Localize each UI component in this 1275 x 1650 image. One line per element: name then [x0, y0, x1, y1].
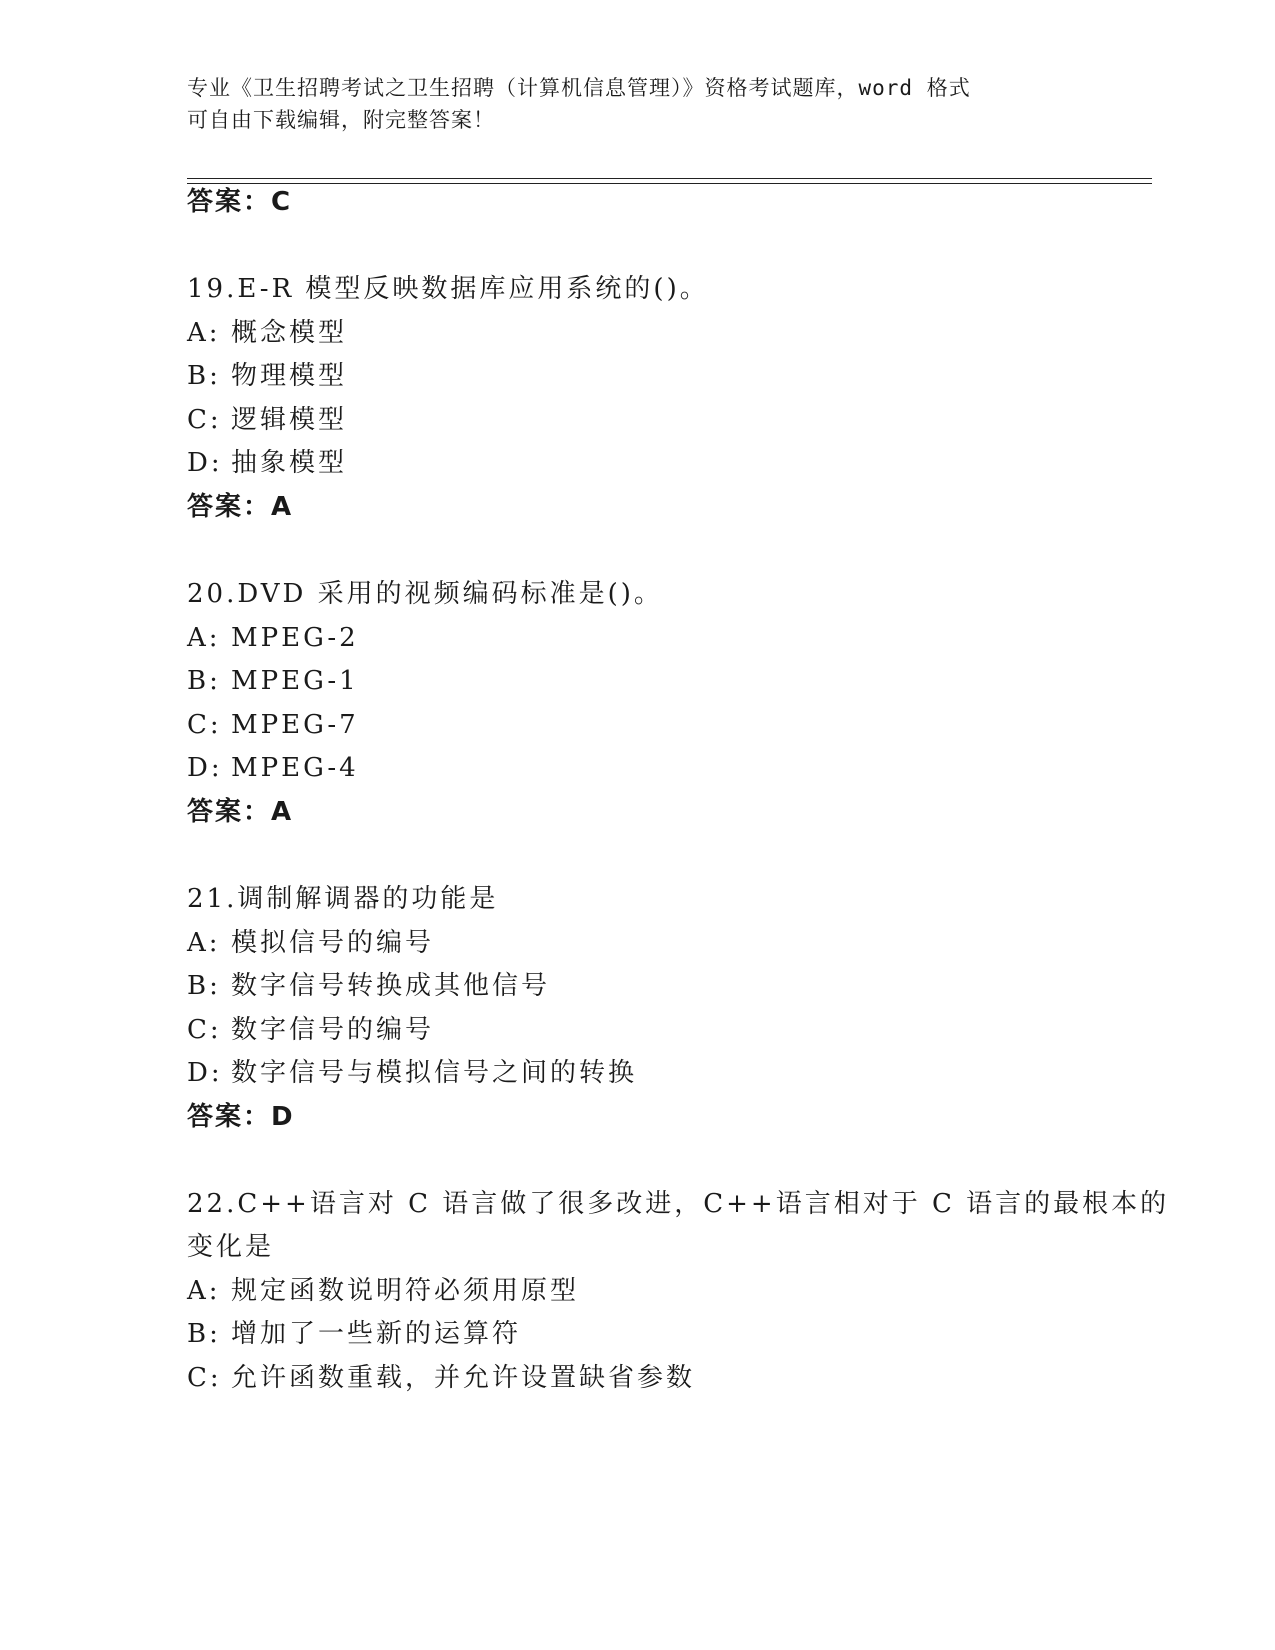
option-text: MPEG-2 [231, 623, 359, 653]
header-line-2: 可自由下载编辑，附完整答案！ [187, 108, 495, 132]
option-key: A: [187, 623, 221, 653]
option-d [187, 752, 359, 784]
option-key: C: [187, 1015, 222, 1045]
header-divider-top [187, 178, 1152, 179]
option-key: C: [187, 405, 222, 435]
option-text: MPEG-7 [231, 710, 359, 740]
previous-answer: 答案：C [187, 187, 293, 217]
question-stem: 22.C++语言对 C 语言做了很多改进，C++语言相对于 C 语言的最根本的 [187, 1189, 1170, 1219]
option-c [187, 404, 347, 436]
option-key: C: [187, 1363, 222, 1393]
option-text: 增加了一些新的运算符 [231, 1319, 522, 1349]
option-text: 数字信号的编号 [231, 1015, 435, 1045]
question-stem: 19.E-R 模型反映数据库应用系统的()。 [187, 274, 709, 304]
option-d [187, 1057, 637, 1089]
option-a [187, 317, 347, 349]
option-text: 规定函数说明符必须用原型 [231, 1276, 580, 1306]
header-line-1: 专业《卫生招聘考试之卫生招聘（计算机信息管理）》资格考试题库，word 格式 [187, 76, 971, 100]
question-stem-continued: 变化是 [187, 1232, 275, 1262]
option-text: 允许函数重载，并允许设置缺省参数 [231, 1363, 696, 1393]
option-text: 数字信号与模拟信号之间的转换 [231, 1058, 638, 1088]
option-key: B: [187, 1319, 221, 1349]
option-text: 数字信号转换成其他信号 [231, 971, 551, 1001]
option-key: B: [187, 361, 221, 391]
option-d [187, 447, 347, 479]
question-answer: 答案：A [187, 797, 294, 827]
question-answer: 答案：A [187, 492, 294, 522]
option-text: 物理模型 [231, 361, 348, 391]
option-b [187, 970, 550, 1002]
option-text: MPEG-4 [231, 753, 359, 783]
option-c [187, 1362, 695, 1394]
option-key: A: [187, 1276, 221, 1306]
option-key: D: [187, 448, 223, 478]
option-text: 逻辑模型 [231, 405, 348, 435]
option-key: A: [187, 318, 221, 348]
option-text: 模拟信号的编号 [231, 928, 435, 958]
option-text: 概念模型 [231, 318, 348, 348]
question-stem: 20.DVD 采用的视频编码标准是()。 [187, 579, 663, 609]
option-a [187, 927, 434, 959]
option-key: B: [187, 971, 221, 1001]
header-divider-bottom [187, 183, 1152, 184]
option-key: A: [187, 928, 221, 958]
option-key: C: [187, 710, 222, 740]
option-b [187, 665, 359, 697]
option-b [187, 1318, 521, 1350]
option-key: D: [187, 753, 223, 783]
option-key: D: [187, 1058, 223, 1088]
option-key: B: [187, 666, 221, 696]
option-text: 抽象模型 [231, 448, 348, 478]
option-a [187, 622, 359, 654]
option-c [187, 709, 359, 741]
option-c [187, 1014, 434, 1046]
option-text: MPEG-1 [231, 666, 359, 696]
option-b [187, 360, 347, 392]
question-stem: 21.调制解调器的功能是 [187, 884, 499, 914]
option-a [187, 1275, 579, 1307]
question-answer: 答案：D [187, 1102, 295, 1132]
document-header [187, 72, 1087, 136]
